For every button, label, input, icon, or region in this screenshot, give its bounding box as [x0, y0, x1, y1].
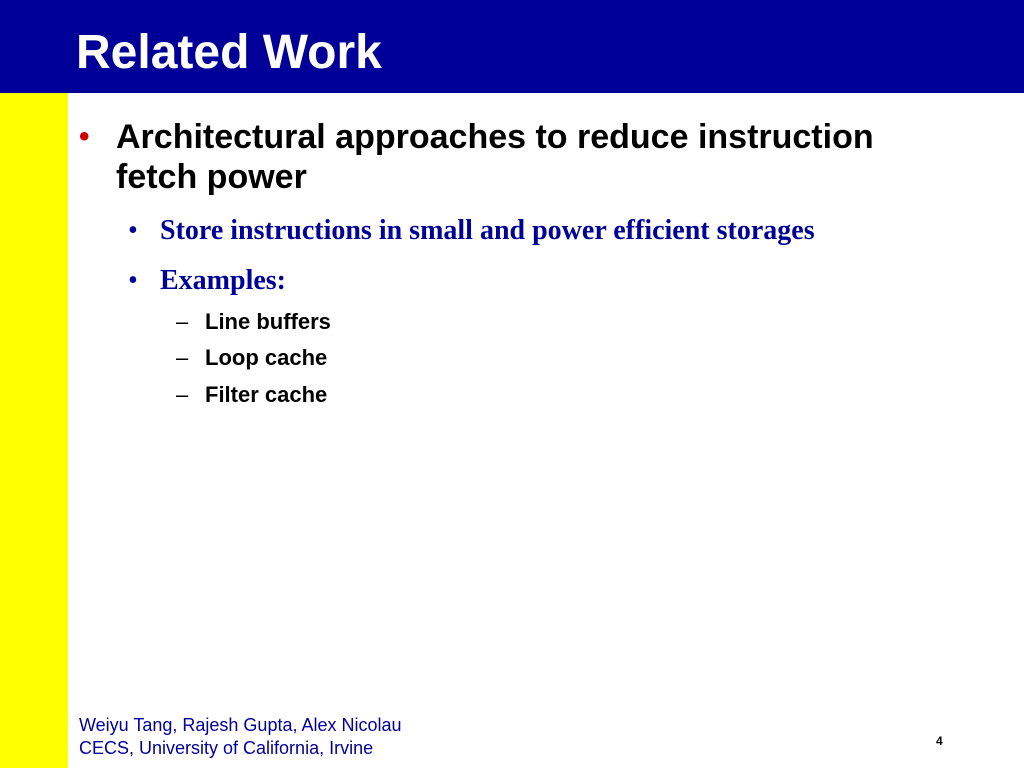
slide-title: Related Work: [76, 26, 382, 79]
dash-marker: –: [176, 309, 189, 334]
dash-marker: –: [176, 345, 189, 370]
bullet-text: Architectural approaches to reduce instruction fetch power: [116, 118, 874, 196]
bullet-marker: •: [79, 120, 90, 153]
sub-bullet-text: Store instructions in small and power efficient storages: [160, 215, 815, 246]
dash-marker: –: [176, 382, 189, 407]
footer-affiliation: CECS, University of California, Irvine: [79, 738, 374, 758]
example-text: Loop cache: [205, 345, 328, 370]
example-text: Line buffers: [205, 309, 331, 334]
sub-bullet-marker: •: [128, 215, 138, 246]
title-bar: [0, 0, 1024, 93]
page-number: 4: [936, 734, 943, 748]
sub-bullet-marker: •: [128, 265, 138, 296]
footer-credits: [79, 714, 402, 760]
footer-authors: Weiyu Tang, Rajesh Gupta, Alex Nicolau: [79, 715, 402, 735]
sub-bullet-text: Examples:: [160, 265, 286, 296]
slide-content: [68, 93, 1024, 768]
side-accent-bar: [0, 93, 68, 768]
example-text: Filter cache: [205, 382, 328, 407]
